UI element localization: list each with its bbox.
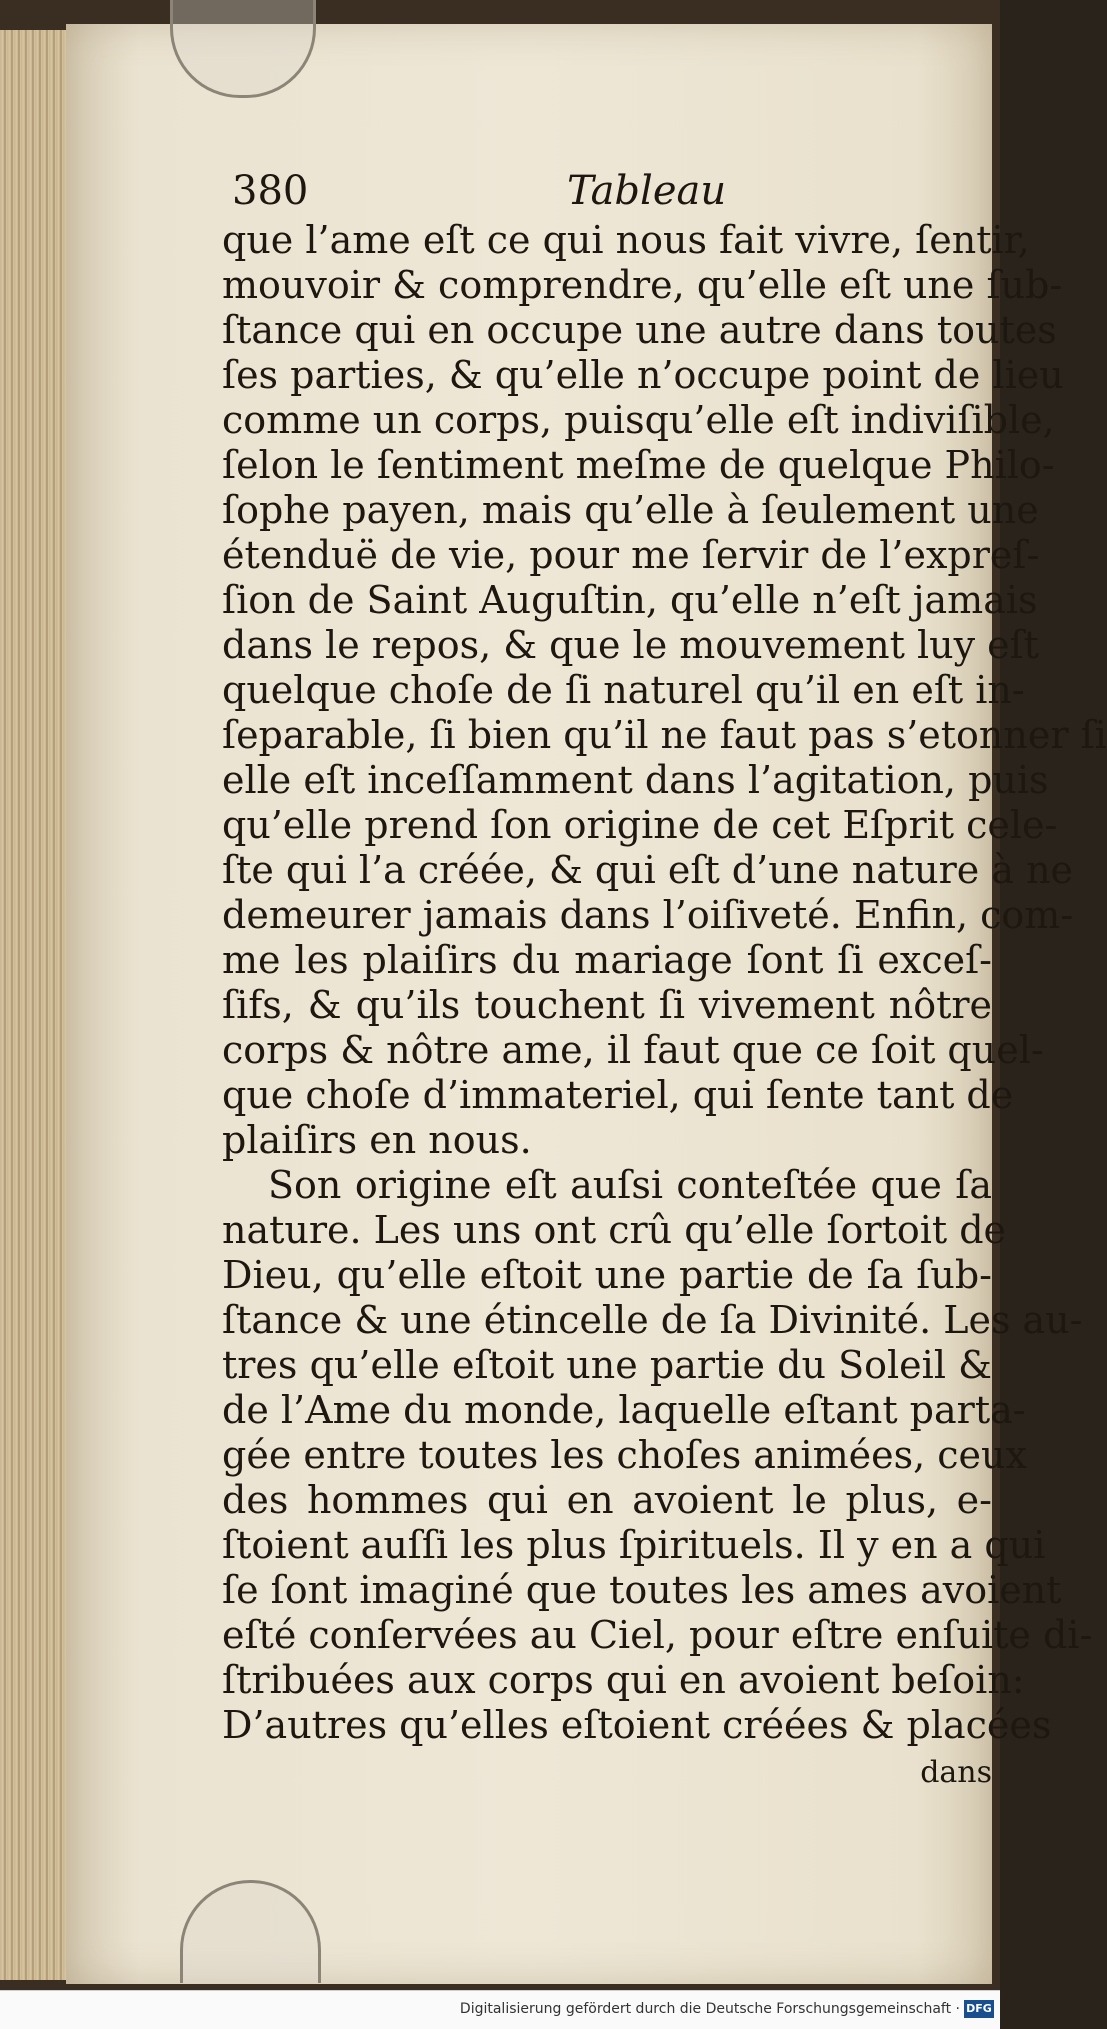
- text-line: elle eſt inceſſamment dans l’agitation, puis: [222, 758, 1049, 802]
- text-line: tres qu’elle eſtoit une partie du Soleil &: [222, 1343, 992, 1387]
- text-line: plaiſirs en nous.: [222, 1118, 532, 1162]
- text-line: ſte qui l’a créée, & qui eſt d’une nature à ne: [222, 848, 1074, 892]
- text-line: ſophe payen, mais qu’elle à ſeulement une: [222, 488, 1039, 532]
- dfg-logo: DFG: [964, 2000, 994, 2018]
- text-line: ſtoient auſſi les plus ſpirituels. Il y en a qui: [222, 1523, 1046, 1567]
- text-line: que l’ame eſt ce qui nous fait vivre, ſentir,: [222, 218, 1030, 262]
- text-line: mouvoir & comprendre, qu’elle eſt une ſub-: [222, 263, 1063, 307]
- text-line: demeurer jamais dans l’oiſiveté. Enfin, com-: [222, 893, 1074, 937]
- text-line: ſtance qui en occupe une autre dans toutes: [222, 308, 1057, 352]
- text-line: Dieu, qu’elle eſtoit une partie de ſa ſub-: [222, 1253, 992, 1297]
- text-line: corps & nôtre ame, il faut que ce ſoit quel-: [222, 1028, 1044, 1072]
- body-text: [222, 218, 1107, 1748]
- text-line: Son origine eſt auſsi conteſtée que ſa: [268, 1163, 992, 1207]
- catchword: dans: [920, 1755, 992, 1790]
- text-line: étenduë de vie, pour me ſervir de l’expreſ-: [222, 533, 1040, 577]
- text-line: gée entre toutes les choſes animées, ceux: [222, 1433, 1027, 1477]
- book-page-edges: [0, 30, 70, 1980]
- text-line: quelque choſe de ſi naturel qu’il en eſt in-: [222, 668, 1025, 712]
- text-line: ſtribuées aux corps qui en avoient beſoin:: [222, 1658, 1025, 1702]
- funding-credit: Digitalisierung gefördert durch die Deutsche Forschungsgemeinschaft ·: [459, 2001, 960, 2017]
- text-line: ſes parties, & qu’elle n’occupe point de lieu: [222, 353, 1064, 397]
- text-line: D’autres qu’elles eſtoient créées & placées: [222, 1703, 1052, 1747]
- text-line: ſifs, & qu’ils touchent ſi vivement nôtre: [222, 983, 992, 1027]
- text-line: des hommes qui en avoient le plus, e-: [222, 1478, 992, 1522]
- page-text-block: [222, 168, 1107, 1795]
- running-head: [222, 168, 992, 218]
- page-number: 380: [232, 168, 309, 214]
- text-line: me les plaiſirs du mariage ſont ſi exceſ-: [222, 938, 992, 982]
- text-line: dans le repos, & que le mouvement luy eſt: [222, 623, 1039, 667]
- text-line: ſelon le ſentiment meſme de quelque Philo-: [222, 443, 1055, 487]
- text-line: eſté conſervées au Ciel, pour eſtre enſuite di-: [222, 1613, 1093, 1657]
- digitization-footer: [0, 1990, 1000, 2029]
- text-line: ſe ſont imaginé que toutes les ames avoient: [222, 1568, 1062, 1612]
- running-title: Tableau: [567, 168, 727, 214]
- text-line: ſeparable, ſi bien qu’il ne faut pas s’etonner ſi: [222, 713, 1107, 757]
- text-line: de l’Ame du monde, laquelle eſtant parta-: [222, 1388, 1026, 1432]
- text-line: qu’elle prend ſon origine de cet Eſprit cele-: [222, 803, 1058, 847]
- text-line: ſion de Saint Auguſtin, qu’elle n’eſt jamais: [222, 578, 1038, 622]
- text-line: nature. Les uns ont crû qu’elle ſortoit de: [222, 1208, 1007, 1252]
- text-line: que choſe d’immateriel, qui ſente tant de: [222, 1073, 1014, 1117]
- text-line: comme un corps, puisqu’elle eſt indiviſible,: [222, 398, 1055, 442]
- text-line: ſtance & une étincelle de ſa Divinité. Les au-: [222, 1298, 1083, 1342]
